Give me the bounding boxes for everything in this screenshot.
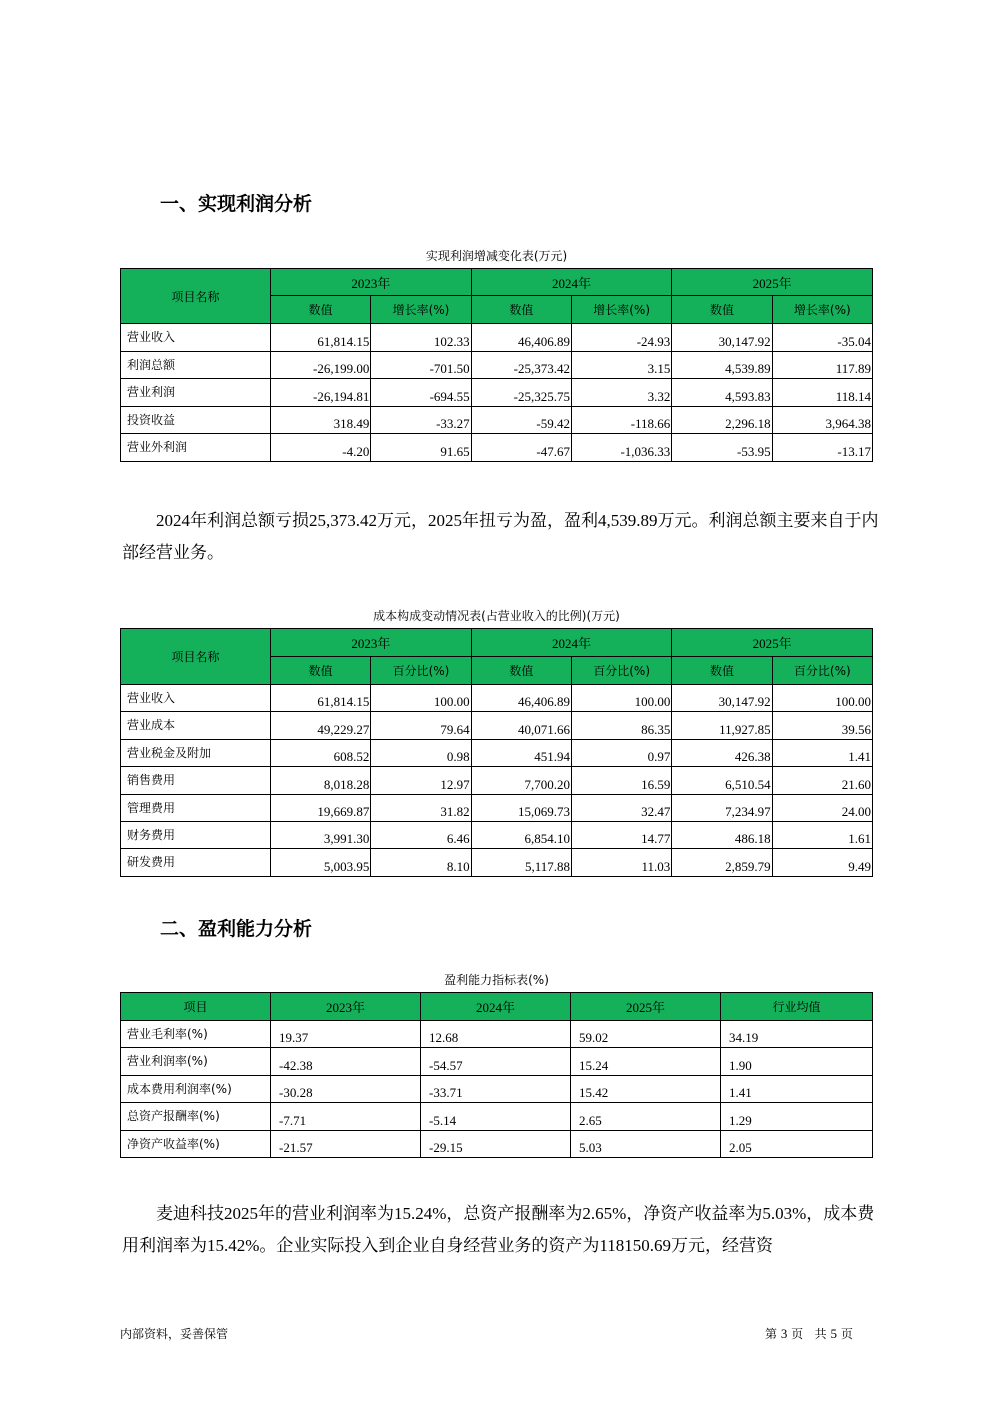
table-cell: 6.46 xyxy=(371,821,471,848)
table-cell: 61,814.15 xyxy=(271,685,371,712)
row-label: 营业利润率(%) xyxy=(121,1048,271,1075)
table-cell: -13.17 xyxy=(772,434,872,462)
table-cell: 102.33 xyxy=(371,324,471,352)
table3-caption: 盈利能力指标表(%) xyxy=(444,973,549,987)
table-row xyxy=(121,712,873,739)
table-row xyxy=(121,739,873,766)
table2-caption: 成本构成变动情况表(占营业收入的比例)(万元) xyxy=(373,609,620,623)
row-label: 营业税金及附加 xyxy=(121,739,271,766)
table-cell: -1,036.33 xyxy=(571,434,671,462)
table-cell: 8,018.28 xyxy=(271,767,371,794)
table-cell: 14.77 xyxy=(571,821,671,848)
paragraph-profit-summary: 2024年利润总额亏损25,373.42万元，2025年扭亏为盈，盈利4,539.89万元。利润总额主要来自于内部经营业务。 xyxy=(122,511,879,562)
value-header: 数值 xyxy=(271,296,371,324)
table-cell: 12.68 xyxy=(421,1021,571,1048)
percent-header: 百分比(%) xyxy=(772,657,872,685)
table-cell: 8.10 xyxy=(371,849,471,876)
table-cell: 32.47 xyxy=(571,794,671,821)
value-header: 数值 xyxy=(471,296,571,324)
table-cell: 79.64 xyxy=(371,712,471,739)
row-label: 营业利润 xyxy=(121,379,271,407)
table-row xyxy=(121,1075,873,1102)
table-cell: 21.60 xyxy=(772,767,872,794)
table-cell: 11,927.85 xyxy=(672,712,772,739)
year-header: 2023年 xyxy=(271,269,472,296)
table-cell: -30.28 xyxy=(271,1075,421,1102)
table-cell: 608.52 xyxy=(271,739,371,766)
table-cell: -24.93 xyxy=(571,324,671,352)
name-header: 项目名称 xyxy=(121,629,271,685)
table-cell: 39.56 xyxy=(772,712,872,739)
table-cell: 0.98 xyxy=(371,739,471,766)
rate-header: 增长率(%) xyxy=(571,296,671,324)
table-cell: 46,406.89 xyxy=(471,685,571,712)
table-cell: 91.65 xyxy=(371,434,471,462)
table-cell: 3,991.30 xyxy=(271,821,371,848)
table-row xyxy=(121,1103,873,1130)
percent-header: 百分比(%) xyxy=(371,657,471,685)
name-header: 项目名称 xyxy=(121,269,271,324)
table-row xyxy=(121,379,873,407)
profit-change-table xyxy=(120,268,873,462)
table-cell: -33.27 xyxy=(371,406,471,434)
row-label: 销售费用 xyxy=(121,767,271,794)
table-cell: -29.15 xyxy=(421,1130,571,1157)
table-cell: -7.71 xyxy=(271,1103,421,1130)
table-cell: -53.95 xyxy=(672,434,772,462)
value-header: 数值 xyxy=(672,296,772,324)
table-cell: 3,964.38 xyxy=(772,406,872,434)
year-header: 2024年 xyxy=(471,629,672,657)
table-row xyxy=(121,1021,873,1048)
table-cell: 1.41 xyxy=(772,739,872,766)
table-row xyxy=(121,767,873,794)
table-cell: -25,373.42 xyxy=(471,351,571,379)
table-cell: -47.67 xyxy=(471,434,571,462)
table-row xyxy=(121,794,873,821)
table-cell: 49,229.27 xyxy=(271,712,371,739)
table-cell: -118.66 xyxy=(571,406,671,434)
table-cell: 61,814.15 xyxy=(271,324,371,352)
row-label: 管理费用 xyxy=(121,794,271,821)
table-cell: 1.61 xyxy=(772,821,872,848)
table-cell: 100.00 xyxy=(371,685,471,712)
table-cell: 24.00 xyxy=(772,794,872,821)
table-cell: 5,003.95 xyxy=(271,849,371,876)
table-row xyxy=(121,685,873,712)
table-cell: -21.57 xyxy=(271,1130,421,1157)
table-cell: 3.32 xyxy=(571,379,671,407)
row-label: 总资产报酬率(%) xyxy=(121,1103,271,1130)
table-cell: 31.82 xyxy=(371,794,471,821)
row-label: 营业收入 xyxy=(121,324,271,352)
table-cell: -701.50 xyxy=(371,351,471,379)
table-cell: 451.94 xyxy=(471,739,571,766)
table-cell: -26,194.81 xyxy=(271,379,371,407)
table-cell: 16.59 xyxy=(571,767,671,794)
table-cell: 3.15 xyxy=(571,351,671,379)
row-label: 研发费用 xyxy=(121,849,271,876)
year-header: 2023年 xyxy=(271,629,472,657)
table-cell: 1.29 xyxy=(721,1103,873,1130)
table-cell: 318.49 xyxy=(271,406,371,434)
value-header: 数值 xyxy=(271,657,371,685)
year-header: 2025年 xyxy=(672,629,873,657)
year-header: 2025年 xyxy=(571,993,721,1021)
table-cell: 7,700.20 xyxy=(471,767,571,794)
rate-header: 增长率(%) xyxy=(371,296,471,324)
table-cell: 1.41 xyxy=(721,1075,873,1102)
table-cell: 30,147.92 xyxy=(672,685,772,712)
value-header: 数值 xyxy=(672,657,772,685)
row-label: 营业成本 xyxy=(121,712,271,739)
table-cell: 486.18 xyxy=(672,821,772,848)
table-cell: 4,539.89 xyxy=(672,351,772,379)
table-cell: 2,859.79 xyxy=(672,849,772,876)
table-cell: 100.00 xyxy=(772,685,872,712)
year-header: 2024年 xyxy=(471,269,672,296)
table-cell: -5.14 xyxy=(421,1103,571,1130)
table-cell: -35.04 xyxy=(772,324,872,352)
table-row xyxy=(121,1130,873,1157)
table-cell: -42.38 xyxy=(271,1048,421,1075)
table-cell: 426.38 xyxy=(672,739,772,766)
table-cell: 2.05 xyxy=(721,1130,873,1157)
table-cell: 0.97 xyxy=(571,739,671,766)
table-row xyxy=(121,849,873,876)
table-cell: 30,147.92 xyxy=(672,324,772,352)
year-header: 2025年 xyxy=(672,269,873,296)
year-header: 2023年 xyxy=(271,993,421,1021)
table-row xyxy=(121,1048,873,1075)
table1-caption: 实现利润增减变化表(万元) xyxy=(425,249,568,263)
table-cell: 6,854.10 xyxy=(471,821,571,848)
rate-header: 增长率(%) xyxy=(772,296,872,324)
page-indicator: 第 3 页 共 5 页 xyxy=(765,1326,853,1341)
table-cell: 118.14 xyxy=(772,379,872,407)
table-cell: -4.20 xyxy=(271,434,371,462)
year-header: 2024年 xyxy=(421,993,571,1021)
section-heading-profitability: 二、盈利能力分析 xyxy=(160,918,313,940)
table-row xyxy=(121,324,873,352)
table-cell: 12.97 xyxy=(371,767,471,794)
table-cell: 7,234.97 xyxy=(672,794,772,821)
table-cell: 19,669.87 xyxy=(271,794,371,821)
row-label: 成本费用利润率(%) xyxy=(121,1075,271,1102)
table-cell: 34.19 xyxy=(721,1021,873,1048)
row-label: 营业收入 xyxy=(121,685,271,712)
percent-header: 百分比(%) xyxy=(571,657,671,685)
table-cell: 9.49 xyxy=(772,849,872,876)
table-cell: 4,593.83 xyxy=(672,379,772,407)
table-cell: 15.42 xyxy=(571,1075,721,1102)
table-cell: 15,069.73 xyxy=(471,794,571,821)
table-cell: -25,325.75 xyxy=(471,379,571,407)
footer-note: 内部资料，妥善保管 xyxy=(120,1327,229,1341)
table-cell: 6,510.54 xyxy=(672,767,772,794)
cost-structure-table xyxy=(120,628,873,877)
table-cell: -694.55 xyxy=(371,379,471,407)
row-label: 营业毛利率(%) xyxy=(121,1021,271,1048)
row-label: 营业外利润 xyxy=(121,434,271,462)
row-label: 投资收益 xyxy=(121,406,271,434)
value-header: 数值 xyxy=(471,657,571,685)
table-cell: 86.35 xyxy=(571,712,671,739)
table-cell: -59.42 xyxy=(471,406,571,434)
table-cell: 59.02 xyxy=(571,1021,721,1048)
table-cell: 19.37 xyxy=(271,1021,421,1048)
section-heading-profit: 一、实现利润分析 xyxy=(160,193,313,215)
table-cell: 2,296.18 xyxy=(672,406,772,434)
table-cell: 1.90 xyxy=(721,1048,873,1075)
table-cell: 40,071.66 xyxy=(471,712,571,739)
row-label: 利润总额 xyxy=(121,351,271,379)
table-cell: 117.89 xyxy=(772,351,872,379)
table-cell: -33.71 xyxy=(421,1075,571,1102)
table-row xyxy=(121,406,873,434)
item-header: 项目 xyxy=(121,993,271,1021)
table-row xyxy=(121,821,873,848)
profitability-table xyxy=(120,992,873,1158)
industry-avg-header: 行业均值 xyxy=(721,993,873,1021)
table-cell: 2.65 xyxy=(571,1103,721,1130)
table-row xyxy=(121,351,873,379)
table-row xyxy=(121,434,873,462)
paragraph-profitability-summary: 麦迪科技2025年的营业利润率为15.24%，总资产报酬率为2.65%，净资产收益率为5.03%，成本费用利润率为15.42%。企业实际投入到企业自身经营业务的资产为118150.69万元，经营资 xyxy=(122,1204,875,1255)
table-cell: 5,117.88 xyxy=(471,849,571,876)
table-cell: 100.00 xyxy=(571,685,671,712)
table-cell: 5.03 xyxy=(571,1130,721,1157)
row-label: 净资产收益率(%) xyxy=(121,1130,271,1157)
table-cell: 46,406.89 xyxy=(471,324,571,352)
table-cell: 15.24 xyxy=(571,1048,721,1075)
table-cell: 11.03 xyxy=(571,849,671,876)
table-cell: -54.57 xyxy=(421,1048,571,1075)
row-label: 财务费用 xyxy=(121,821,271,848)
table-cell: -26,199.00 xyxy=(271,351,371,379)
